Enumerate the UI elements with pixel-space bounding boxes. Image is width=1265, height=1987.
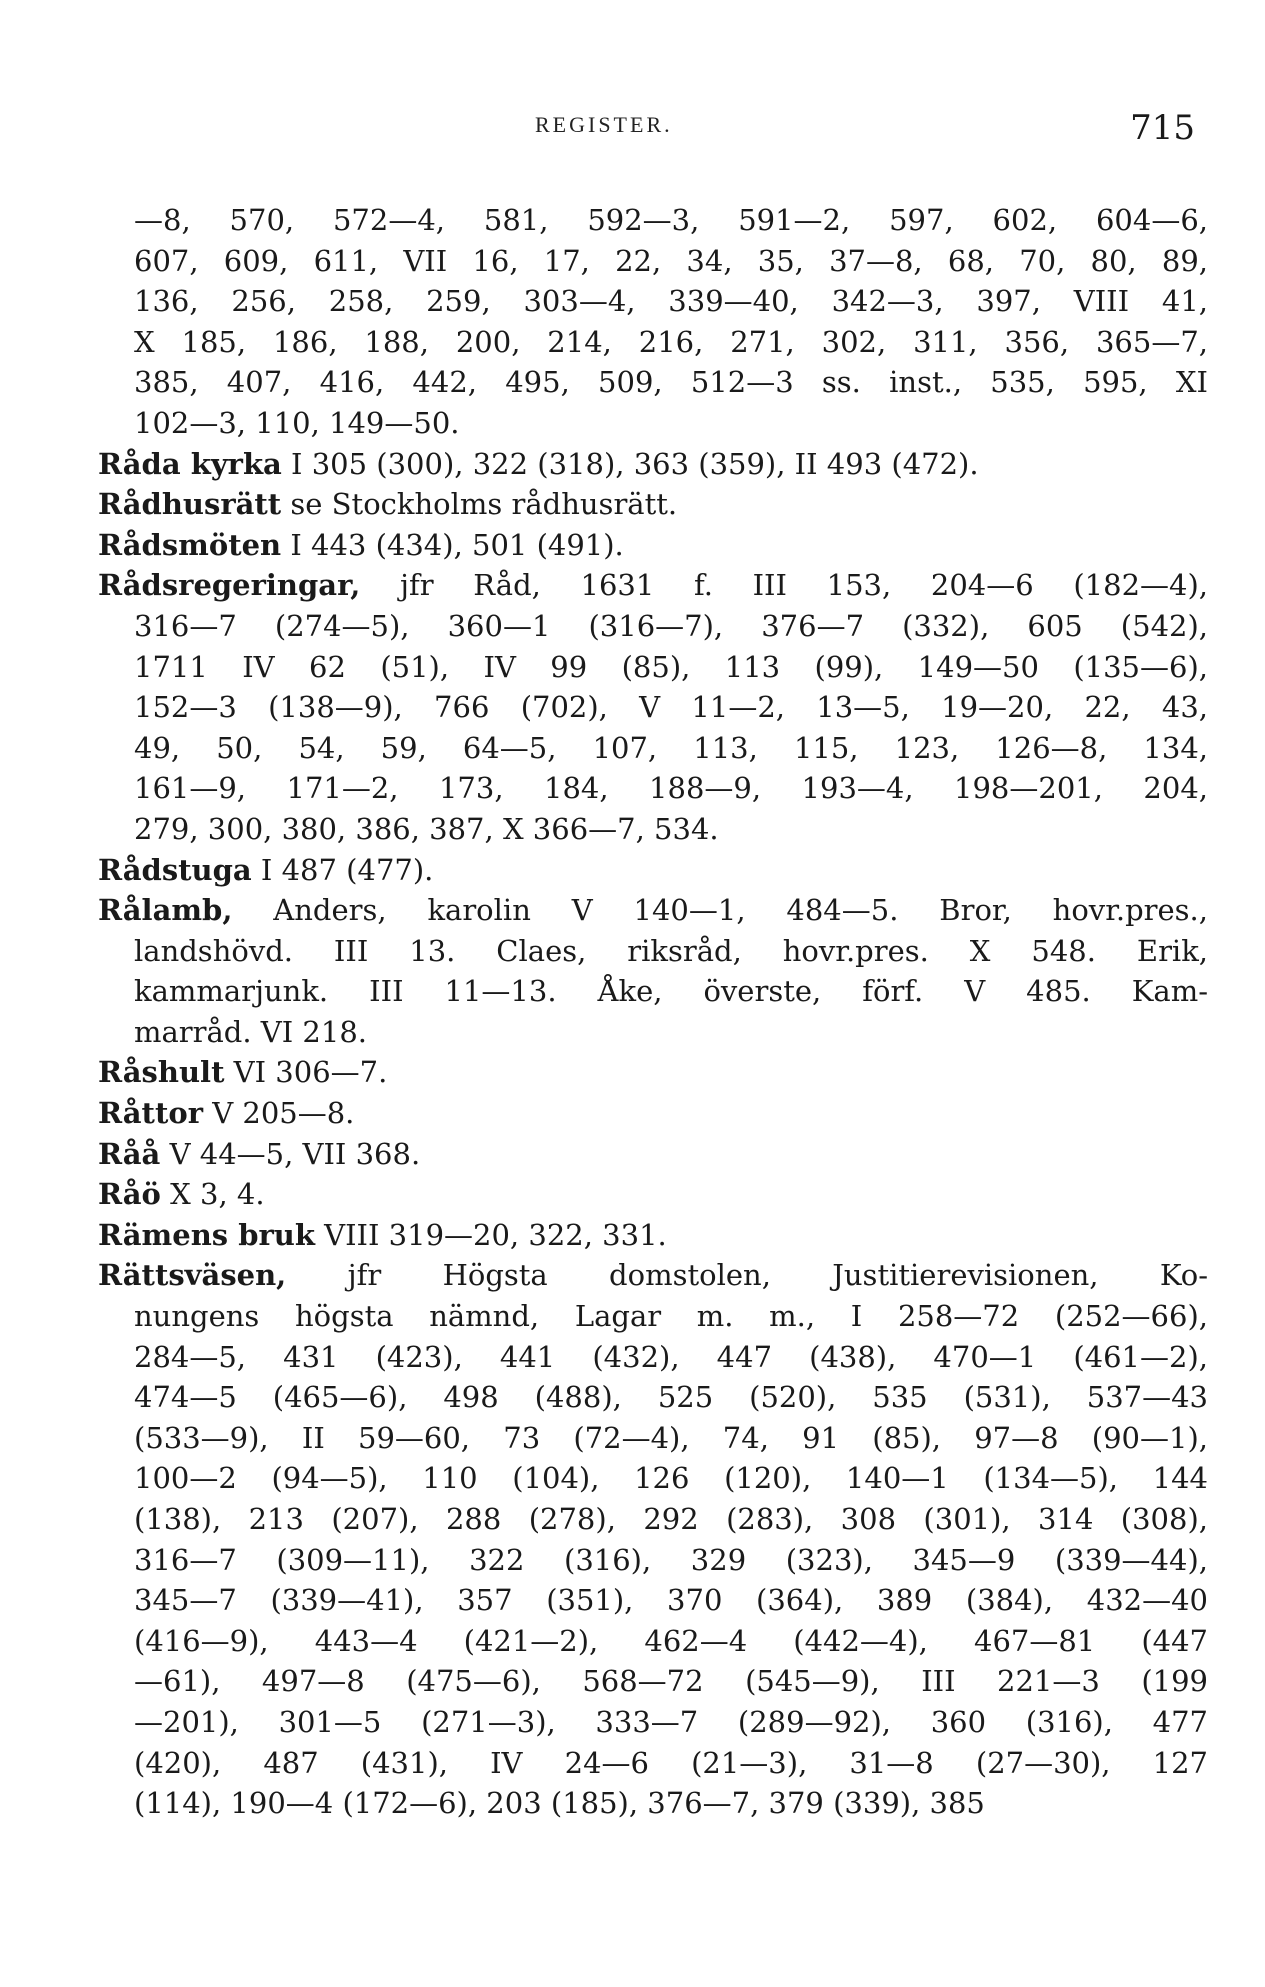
entry-line bbox=[98, 565, 1208, 606]
entry-text: VI 306—7. bbox=[224, 1055, 388, 1090]
index-entry bbox=[98, 1255, 1208, 1823]
entry-text: (114), 190—4 (172—6), 203 (185), 376—7, 379 (339), 385 bbox=[134, 1786, 985, 1821]
entry-line bbox=[98, 1580, 1208, 1621]
entry-line bbox=[98, 241, 1208, 282]
entry-term: Rådsregeringar, bbox=[98, 568, 361, 603]
entry-text: 161—9, 171—2, 173, 184, 188—9, 193—4, 198—201, 204, bbox=[134, 771, 1208, 806]
index-entry bbox=[98, 1215, 1208, 1256]
entry-text: 136, 256, 258, 259, 303—4, 339—40, 342—3, 397, VIII 41, bbox=[134, 284, 1208, 319]
entry-line bbox=[98, 768, 1208, 809]
entry-text: (533—9), II 59—60, 73 (72—4), 74, 91 (85), 97—8 (90—1), bbox=[134, 1420, 1208, 1455]
entry-text: kammarjunk. III 11—13. Åke, överste, förf. V 485. Kam- bbox=[134, 974, 1208, 1009]
entry-text: landshövd. III 13. Claes, riksråd, hovr.pres. X 548. Erik, bbox=[134, 933, 1208, 968]
page-number: 715 bbox=[1130, 108, 1195, 148]
entry-term: Rämens bruk bbox=[98, 1217, 315, 1252]
entry-text: —8, 570, 572—4, 581, 592—3, 591—2, 597, 602, 604—6, bbox=[134, 203, 1208, 237]
entry-line bbox=[98, 1012, 1208, 1053]
entry-line bbox=[98, 1783, 1208, 1824]
entry-term: Råshult bbox=[98, 1055, 225, 1090]
entry-line bbox=[98, 647, 1208, 688]
entry-text: se Stockholms rådhusrätt. bbox=[281, 487, 678, 522]
index-entry bbox=[98, 850, 1208, 891]
entry-line bbox=[98, 1702, 1208, 1743]
entry-text: marråd. VI 218. bbox=[134, 1014, 367, 1049]
entry-text: X 185, 186, 188, 200, 214, 216, 271, 302, 311, 356, 365—7, bbox=[134, 324, 1208, 359]
entry-line bbox=[98, 1458, 1208, 1499]
entry-line bbox=[98, 1540, 1208, 1581]
entry-text: 316—7 (274—5), 360—1 (316—7), 376—7 (332), 605 (542), bbox=[134, 608, 1208, 643]
index-entry bbox=[98, 200, 1208, 444]
entry-text: I 305 (300), 322 (318), 363 (359), II 493 (472). bbox=[281, 446, 979, 481]
entry-text: 100—2 (94—5), 110 (104), 126 (120), 140—1 (134—5), 144 bbox=[134, 1461, 1208, 1496]
entry-text: (138), 213 (207), 288 (278), 292 (283), 308 (301), 314 (308), bbox=[134, 1502, 1208, 1536]
entry-line bbox=[98, 606, 1208, 647]
entry-text: 607, 609, 611, VII 16, 17, 22, 34, 35, 37—8, 68, 70, 80, 89, bbox=[134, 243, 1208, 278]
entry-term: Rättsväsen, bbox=[98, 1258, 287, 1293]
entry-line bbox=[98, 525, 1208, 566]
entry-line bbox=[98, 1174, 1208, 1215]
entry-term: Rålamb, bbox=[98, 893, 233, 928]
entry-term: Rådsmöten bbox=[98, 527, 282, 562]
entry-text: nungens högsta nämnd, Lagar m. m., I 258—72 (252—66), bbox=[134, 1299, 1208, 1334]
entry-text: Anders, karolin V 140—1, 484—5. Bror, hovr.pres., bbox=[232, 893, 1208, 928]
entry-text: 152—3 (138—9), 766 (702), V 11—2, 13—5, 19—20, 22, 43, bbox=[134, 690, 1208, 725]
entry-text: V 44—5, VII 368. bbox=[160, 1136, 421, 1171]
entry-line bbox=[98, 1093, 1208, 1134]
entry-line bbox=[98, 1743, 1208, 1784]
entry-line bbox=[98, 362, 1208, 403]
entry-text: (416—9), 443—4 (421—2), 462—4 (442—4), 467—81 (447 bbox=[134, 1623, 1208, 1658]
index-entry bbox=[98, 444, 1208, 485]
entry-line bbox=[98, 931, 1208, 972]
entry-line bbox=[98, 1134, 1208, 1175]
index-entry bbox=[98, 1134, 1208, 1175]
index-entry bbox=[98, 1174, 1208, 1215]
entry-text: 474—5 (465—6), 498 (488), 525 (520), 535 (531), 537—43 bbox=[134, 1380, 1208, 1415]
entry-text: jfr Högsta domstolen, Justitierevisionen, Ko- bbox=[286, 1258, 1208, 1293]
entry-line bbox=[98, 1377, 1208, 1418]
entry-line bbox=[98, 1661, 1208, 1702]
entry-text: 345—7 (339—41), 357 (351), 370 (364), 389 (384), 432—40 bbox=[134, 1583, 1208, 1618]
entry-text: jfr Råd, 1631 f. III 153, 204—6 (182—4), bbox=[360, 568, 1208, 603]
entry-line bbox=[98, 971, 1208, 1012]
entry-text: 385, 407, 416, 442, 495, 509, 512—3 ss. inst., 535, 595, XI bbox=[134, 365, 1208, 400]
entry-text: 279, 300, 380, 386, 387, X 366—7, 534. bbox=[134, 811, 719, 846]
index-entry bbox=[98, 890, 1208, 1052]
index-entry bbox=[98, 484, 1208, 525]
entry-line bbox=[98, 1296, 1208, 1337]
entry-text: —61), 497—8 (475—6), 568—72 (545—9), III 221—3 (199 bbox=[134, 1664, 1208, 1699]
entry-text: —201), 301—5 (271—3), 333—7 (289—92), 360 (316), 477 bbox=[134, 1704, 1208, 1739]
entry-term: Rådstuga bbox=[98, 852, 252, 887]
index-entry bbox=[98, 1052, 1208, 1093]
entry-term: Råttor bbox=[98, 1096, 203, 1131]
entry-term: Råö bbox=[98, 1177, 161, 1212]
entry-term: Råda kyrka bbox=[98, 446, 282, 481]
entry-text: 316—7 (309—11), 322 (316), 329 (323), 345—9 (339—44), bbox=[134, 1542, 1208, 1577]
entry-text: 49, 50, 54, 59, 64—5, 107, 113, 115, 123, 126—8, 134, bbox=[134, 730, 1208, 765]
entry-text: X 3, 4. bbox=[160, 1177, 265, 1212]
entry-line bbox=[98, 1215, 1208, 1256]
entry-text: 102—3, 110, 149—50. bbox=[134, 405, 460, 440]
entry-line bbox=[98, 484, 1208, 525]
entry-line bbox=[98, 1418, 1208, 1459]
entry-line bbox=[98, 403, 1208, 444]
running-header: REGISTER. bbox=[535, 112, 673, 137]
entry-line bbox=[98, 1621, 1208, 1662]
index-entry bbox=[98, 525, 1208, 566]
entry-text: I 443 (434), 501 (491). bbox=[281, 527, 624, 562]
entry-line bbox=[98, 1499, 1208, 1540]
entry-text: VIII 319—20, 322, 331. bbox=[314, 1217, 667, 1252]
entry-line bbox=[98, 809, 1208, 850]
entry-line bbox=[98, 1255, 1208, 1296]
entry-line bbox=[98, 1337, 1208, 1378]
entry-text: I 487 (477). bbox=[251, 852, 434, 887]
entry-line bbox=[98, 728, 1208, 769]
index-entry bbox=[98, 1093, 1208, 1134]
entry-term: Råå bbox=[98, 1136, 161, 1171]
entry-term: Rådhusrätt bbox=[98, 487, 282, 522]
entry-line bbox=[98, 200, 1208, 241]
entry-line bbox=[98, 890, 1208, 931]
entry-line bbox=[98, 281, 1208, 322]
index-entries bbox=[98, 200, 1208, 1824]
entry-line bbox=[98, 687, 1208, 728]
entry-text: (420), 487 (431), IV 24—6 (21—3), 31—8 (27—30), 127 bbox=[134, 1745, 1208, 1780]
entry-line bbox=[98, 444, 1208, 485]
entry-text: 1711 IV 62 (51), IV 99 (85), 113 (99), 149—50 (135—6), bbox=[134, 649, 1208, 684]
entry-line bbox=[98, 322, 1208, 363]
entry-line bbox=[98, 1052, 1208, 1093]
index-entry bbox=[98, 565, 1208, 849]
entry-line bbox=[98, 850, 1208, 891]
entry-text: 284—5, 431 (423), 441 (432), 447 (438), 470—1 (461—2), bbox=[134, 1339, 1208, 1374]
entry-text: V 205—8. bbox=[202, 1096, 355, 1131]
